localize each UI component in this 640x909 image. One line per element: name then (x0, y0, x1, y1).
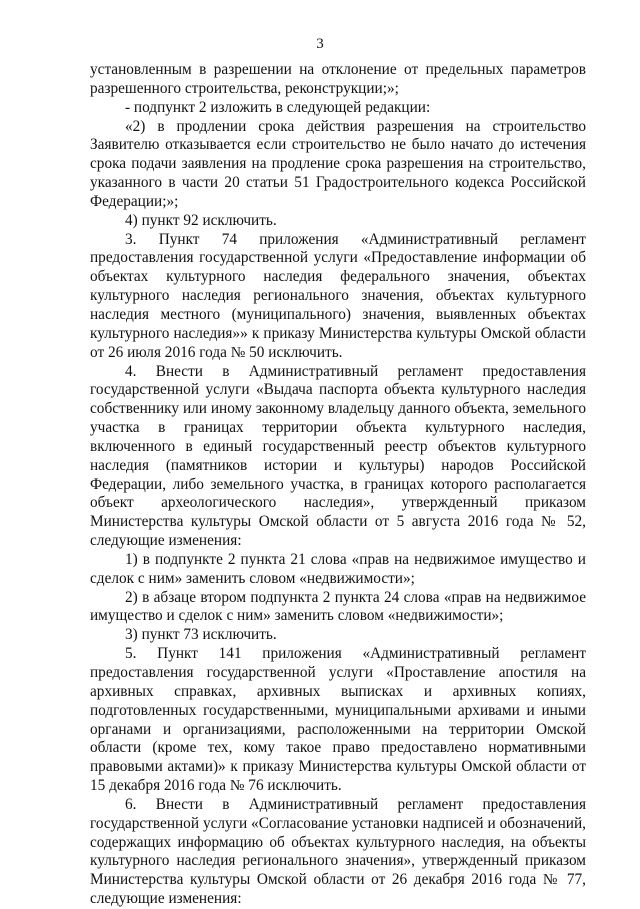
paragraph-2: - подпункт 2 изложить в следующей редакции: (125, 98, 431, 116)
paragraph-9: 3) пункт 73 исключить. (125, 626, 277, 644)
paragraph-8: 2) в абзаце втором подпункта 2 пункта 24 слова «прав на недвижимое имущество и сделок с ним» заменить словом «недвижимости»; (90, 588, 586, 625)
document-body (90, 61, 586, 909)
paragraph-10: 5. Пункт 141 приложения «Административный регламент предоставления государственной услуги «Проставление апостиля на архивных справках, архивных выписках и архивных копиях, подготовленных государственными, муниципальными архивами и иными органами и организациями, расположенными на территории Омской области (кроме тех, кому такое право предоставлено нормативными правовыми актами)» к приказу Министерства культуры Омской области от 15 декабря 2016 года № 76 исключить. (90, 645, 586, 795)
paragraph-6: 4. Внести в Административный регламент предоставления государственной услуги «Выдача паспорта объекта культурного наследия собственнику или иному законному владельцу данного объекта, земельного участка в границах территории объекта культурного наследия, включенного в единый государственный реестр объектов культурного наследия (памятников истории и культуры) народов Российской Федерации, либо земельного участка, в границах которого располагается объект археологического наследия», утвержденный приказом Министерства культуры Омской области от 5 августа 2016 года № 52, следующие изменения: (90, 362, 586, 550)
paragraph-4: 4) пункт 92 исключить. (125, 211, 277, 229)
paragraph-7: 1) в подпункте 2 пункта 21 слова «прав на недвижимое имущество и сделок с ним» заменить словом «недвижимости»; (90, 550, 586, 587)
paragraph-1: установленным в разрешении на отклонение от предельных параметров разрешенного строительства, реконструкции;»; (90, 61, 586, 97)
paragraph-11: 6. Внести в Административный регламент предоставления государственной услуги «Согласование установки надписей и обозначений, содержащих информацию об объектах культурного наследия, на объекты культурного наследия регионального значения», утвержденный приказом Министерства культуры Омской области от 26 декабря 2016 года № 77, следующие изменения: (90, 795, 586, 908)
page-number: 3 (316, 36, 324, 52)
paragraph-3: «2) в продлении срока действия разрешения на строительство Заявителю отказывается если строительство не было начато до истечения срока подачи заявления на продление срока разрешения на строительство, указанного в части 20 статьи 51 Градостроительного кодекса Российской Федерации;»; (90, 117, 586, 210)
paragraph-5: 3. Пункт 74 приложения «Административный регламент предоставления государственной услуги «Предоставление информации об объектах культурного наследия федерального значения, объектах культурного наследия регионального значения, объектах культурного наследия местного (муниципального) значения, выявленных объектах культурного наследия»» к приказу Министерства культуры Омской области от 26 июля 2016 года № 50 исключить. (90, 230, 586, 361)
